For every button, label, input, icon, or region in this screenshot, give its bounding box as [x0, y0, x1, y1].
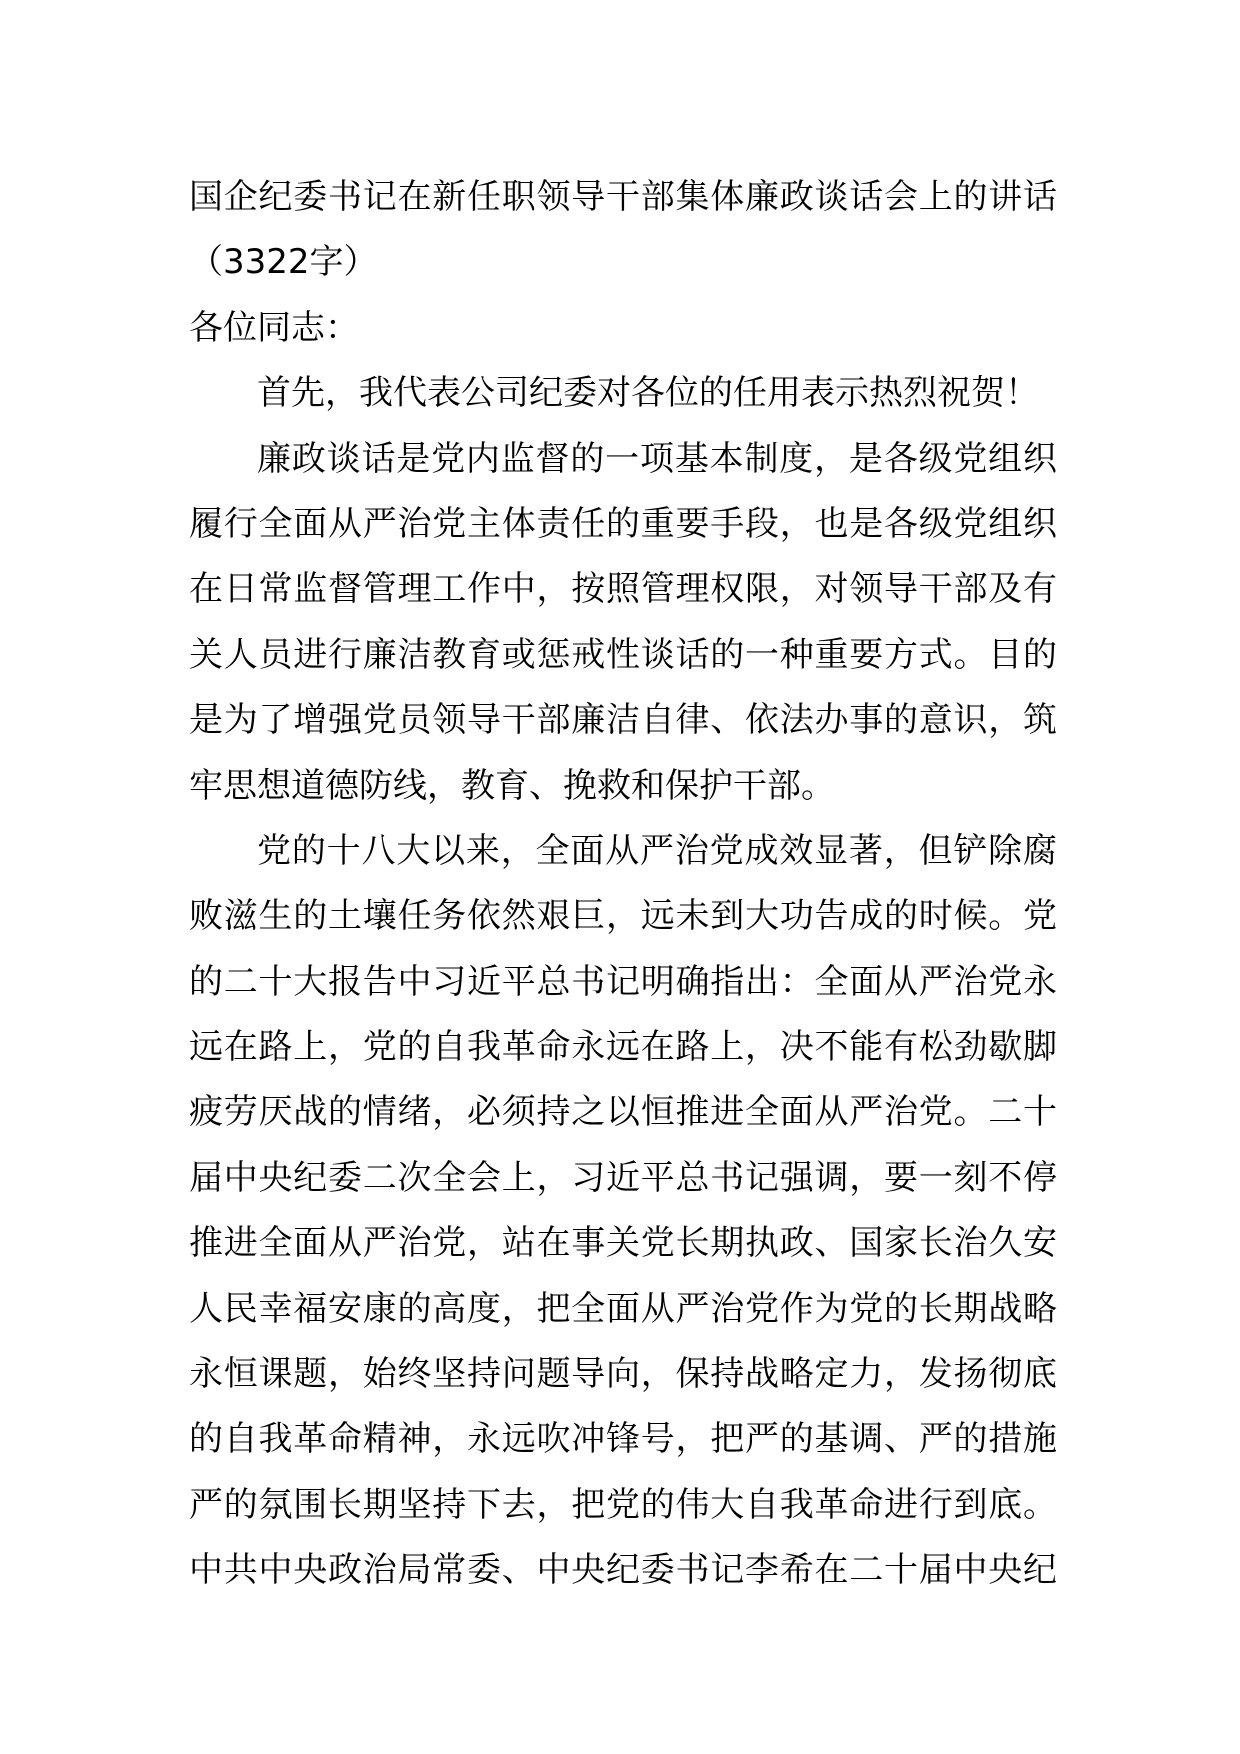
body-text-line: 在日常监督管理工作中，按照管理权限，对领导干部及有 [189, 569, 1057, 610]
body-text-line: 牢思想道德防线，教育、挽救和保护干部。 [189, 765, 835, 806]
document-title: 国企纪委书记在新任职领导干部集体廉政谈话会上的讲话 [189, 177, 1057, 217]
body-text-line: 是为了增强党员领导干部廉洁自律、依法办事的意识，筑 [189, 700, 1057, 741]
body-text-line: 关人员进行廉洁教育或惩戒性谈话的一种重要方式。目的 [189, 634, 1057, 675]
body-text-line: 永恒课题，始终坚持问题导向，保持战略定力，发扬彻底 [189, 1354, 1057, 1395]
body-text-line: 的自我革命精神，永远吹冲锋号，把严的基调、严的措施 [189, 1419, 1057, 1460]
body-text-line: 远在路上，党的自我革命永远在路上，决不能有松劲歇脚 [189, 1027, 1057, 1068]
body-text-line: 败滋生的土壤任务依然艰巨，远未到大功告成的时候。党 [189, 896, 1057, 937]
body-text-line: 廉政谈话是党内监督的一项基本制度，是各级党组织 [257, 438, 1057, 479]
body-text-line: 疲劳厌战的情绪，必须持之以恒推进全面从严治党。二十 [189, 1092, 1057, 1133]
document-page [189, 172, 1057, 1611]
body-text-line: 履行全面从严治党主体责任的重要手段，也是各级党组织 [189, 503, 1057, 544]
body-text-line: 中共中央政治局常委、中央纪委书记李希在二十届中央纪 [189, 1550, 1057, 1591]
body-text-line: 首先，我代表公司纪委对各位的任用表示热烈祝贺！ [257, 373, 1039, 414]
body-text-line: 人民幸福安康的高度，把全面从严治党作为党的长期战略 [189, 1288, 1057, 1329]
document-body [189, 368, 1057, 1610]
body-text-line: 推进全面从严治党，站在事关党长期执政、国家长治久安 [189, 1223, 1057, 1264]
word-count: （3322字） [189, 242, 378, 283]
body-text-line: 严的氛围长期坚持下去，把党的伟大自我革命进行到底。 [189, 1484, 1057, 1525]
body-text-line: 党的十八大以来，全面从严治党成效显著，但铲除腐 [257, 830, 1057, 871]
salutation: 各位同志： [189, 307, 359, 348]
body-text-line: 届中央纪委二次全会上，习近平总书记强调，要一刻不停 [189, 1157, 1057, 1198]
body-text-line: 的二十大报告中习近平总书记明确指出：全面从严治党永 [189, 961, 1057, 1002]
